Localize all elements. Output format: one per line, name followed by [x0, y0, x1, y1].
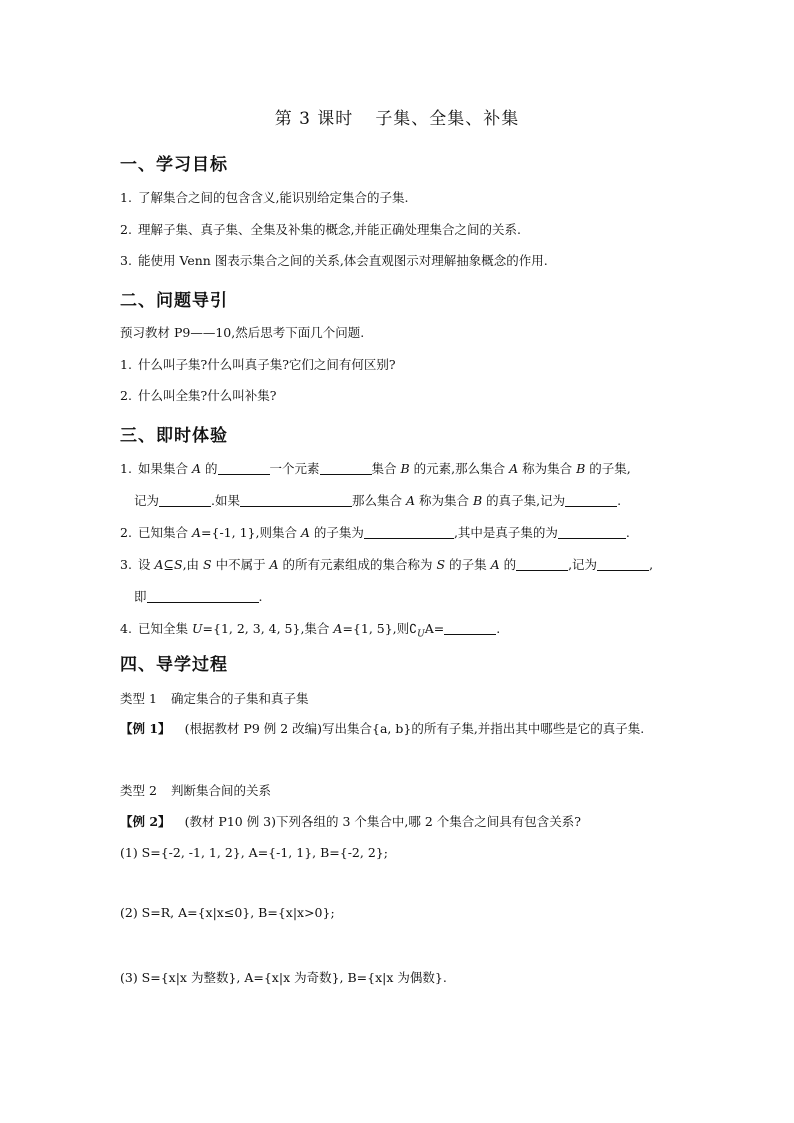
example-1: 【例 1】 (根据教材 P9 例 2 改编)写出集合{a, b}的所有子集,并指出其中哪些是它的真子集.: [120, 721, 645, 736]
example-2-part-3: (3) S={x|x 为整数}, A={x|x 为奇数}, B={x|x 为偶数}.: [120, 970, 447, 985]
guide-question: 1. 什么叫子集?什么叫真子集?它们之间有何区别?: [120, 357, 396, 372]
section-heading-experience: 三、即时体验: [120, 426, 228, 446]
example-2-part-2: (2) S=R, A={x|x≤0}, B={x|x>0};: [120, 905, 335, 920]
exercise-item-4: 4. 已知全集 U={1, 2, 3, 4, 5},集合 A={1, 5},则$∁_UA=$ .: [120, 621, 501, 640]
answer-blank[interactable]: [444, 621, 496, 635]
exercise-item-1-cont: 记为 .如果 那么集合 A 称为集合 B 的真子集,记为 .: [134, 493, 622, 508]
answer-blank[interactable]: [147, 589, 259, 603]
answer-blank[interactable]: [240, 493, 352, 507]
section-heading-guide: 二、问题导引: [120, 291, 228, 311]
goal-item: 3. 能使用 Venn 图表示集合之间的关系,体会直观图示对理解抽象概念的作用.: [120, 253, 548, 268]
example-2-part-1: (1) S={-2, -1, 1, 2}, A={-1, 1}, B={-2, 2};: [120, 845, 388, 860]
example-2: 【例 2】 (教材 P10 例 3)下列各组的 3 个集合中,哪 2 个集合之间具有包含关系?: [120, 814, 581, 829]
guide-intro: 预习教材 P9——10,然后思考下面几个问题.: [120, 325, 365, 340]
answer-blank[interactable]: [218, 461, 270, 475]
guide-question: 2. 什么叫全集?什么叫补集?: [120, 388, 277, 403]
type-2-heading: 类型 2 判断集合间的关系: [120, 783, 271, 798]
exercise-item-1: 1. 如果集合 A 的 一个元素 集合 B 的元素,那么集合 A 称为集合 B 的子集,: [120, 461, 631, 476]
lesson-label: 第 3 课时: [274, 109, 354, 129]
section-heading-process: 四、导学过程: [120, 655, 228, 675]
example-label: 【例 1】: [120, 721, 171, 736]
answer-blank[interactable]: [597, 557, 649, 571]
page-title: [0, 104, 794, 129]
answer-blank[interactable]: [364, 525, 454, 539]
example-label: 【例 2】: [120, 814, 171, 829]
exercise-item-3: 3. 设 A⊆S,由 S 中不属于 A 的所有元素组成的集合称为 S 的子集 A 的 ,记为 ,: [120, 557, 654, 572]
answer-blank[interactable]: [516, 557, 568, 571]
answer-blank[interactable]: [565, 493, 617, 507]
goal-item: 1. 了解集合之间的包含含义,能识别给定集合的子集.: [120, 190, 409, 205]
answer-blank[interactable]: [558, 525, 626, 539]
goal-item: 2. 理解子集、真子集、全集及补集的概念,并能正确处理集合之间的关系.: [120, 222, 521, 237]
lesson-topic: 子集、全集、补集: [375, 109, 520, 129]
answer-blank[interactable]: [159, 493, 211, 507]
answer-blank[interactable]: [320, 461, 372, 475]
section-heading-goals: 一、学习目标: [120, 155, 228, 175]
exercise-item-3-cont: 即 .: [134, 589, 263, 604]
exercise-item-2: 2. 已知集合 A={-1, 1},则集合 A 的子集为 ,其中是真子集的为 .: [120, 525, 630, 540]
type-1-heading: 类型 1 确定集合的子集和真子集: [120, 691, 309, 706]
